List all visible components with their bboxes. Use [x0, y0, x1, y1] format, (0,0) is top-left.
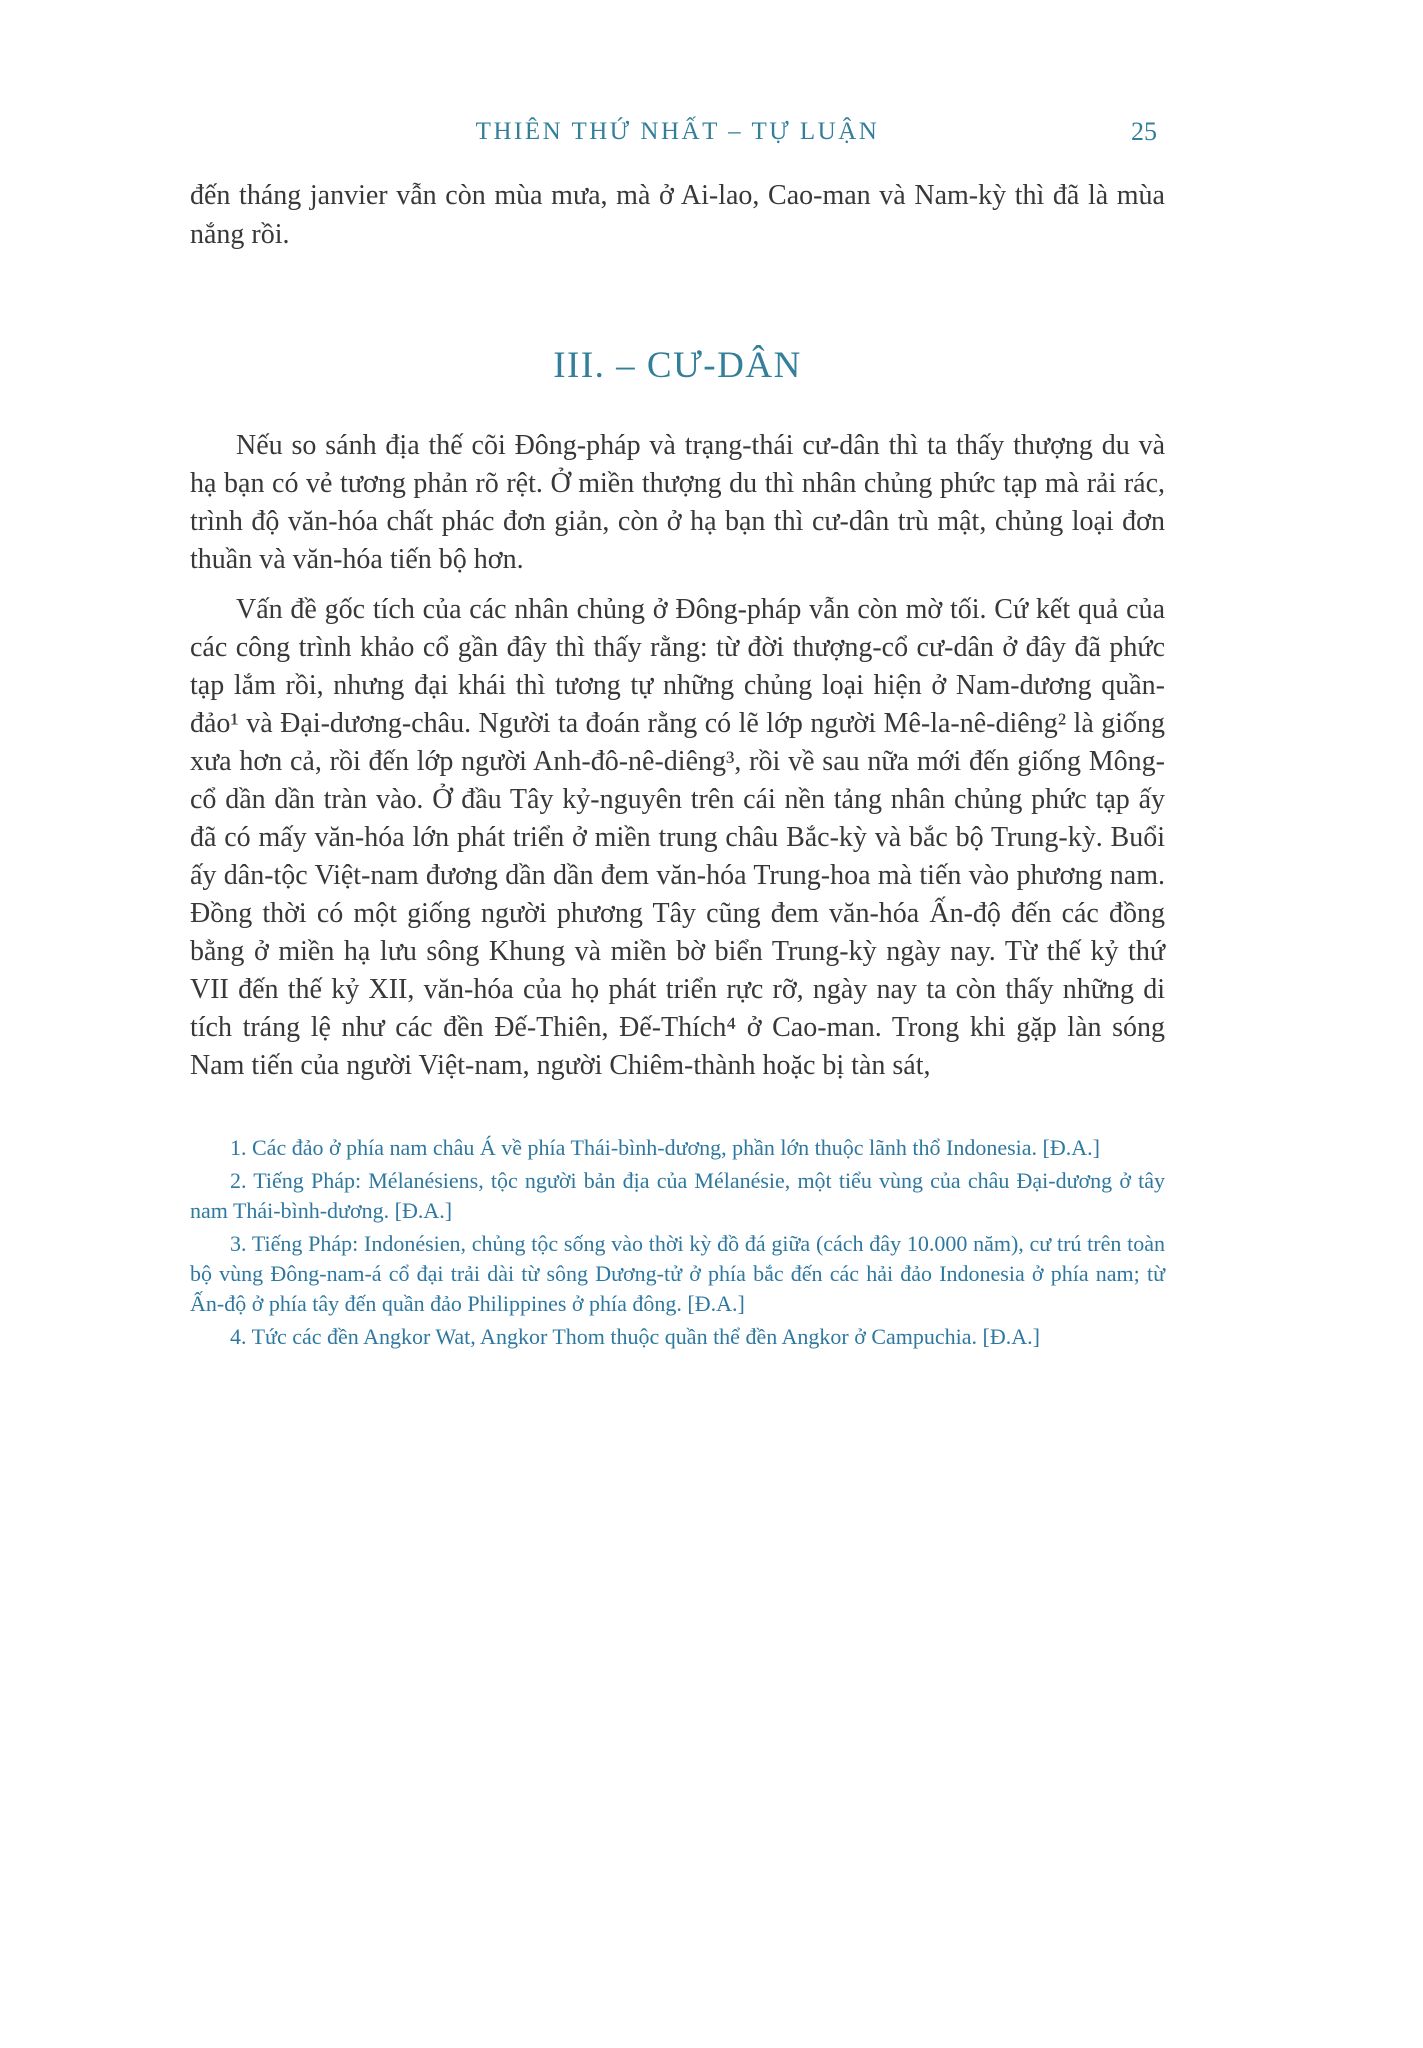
page-number: 25 [1131, 117, 1157, 146]
page-content [190, 0, 1165, 1352]
footnotes [190, 1133, 1165, 1352]
section-heading: III. – CƯ-DÂN [553, 345, 802, 386]
body-paragraph: Nếu so sánh địa thế cõi Đông-pháp và trạng-thái cư-dân thì ta thấy thượng du và hạ bạn có vẻ tương phản rõ rệt. Ở miền thượng du thì nhân chủng phức tạp mà rải rác, trình độ văn-hóa chất phác đơn giản, còn ở hạ bạn thì cư-dân trù mật, chủng loại đơn thuần và văn-hóa tiến bộ hơn. [190, 430, 1165, 575]
running-header-title: THIÊN THỨ NHẤT – TỰ LUẬN [475, 118, 880, 145]
continuation-paragraph: đến tháng janvier vẫn còn mùa mưa, mà ở Ai-lao, Cao-man và Nam-kỳ thì đã là mùa nắng rồi. [190, 180, 1165, 250]
footnote: 2. Tiếng Pháp: Mélanésiens, tộc người bản địa của Mélanésie, một tiểu vùng của châu Đại-dương ở tây nam Thái-bình-dương. [Đ.A.] [190, 1168, 1165, 1223]
footnote: 3. Tiếng Pháp: Indonésien, chủng tộc sống vào thời kỳ đồ đá giữa (cách đây 10.000 năm), cư trú trên toàn bộ vùng Đông-nam-á cổ đại trải dài từ sông Dương-tử ở phía bắc đến các hải đảo Indonesia ở phía nam; từ Ấn-độ ở phía tây đến quần đảo Philippines ở phía đông. [Đ.A.] [190, 1231, 1165, 1316]
footnote: 1. Các đảo ở phía nam châu Á về phía Thái-bình-dương, phần lớn thuộc lãnh thổ Indonesia. [Đ.A.] [230, 1135, 1100, 1160]
body-paragraph: Vấn đề gốc tích của các nhân chủng ở Đông-pháp vẫn còn mờ tối. Cứ kết quả của các công trình khảo cổ gần đây thì thấy rằng: từ đời thượng-cổ cư-dân ở đây đã phức tạp lắm rồi, nhưng đại khái thì tương tự những chủng loại hiện ở Nam-dương quần-đảo¹ và Đại-dương-châu. Người ta đoán rằng có lẽ lớp người Mê-la-nê-diêng² là giống xưa hơn cả, rồi đến lớp người Anh-đô-nê-diêng³, rồi về sau nữa mới đến giống Mông-cổ dần dần tràn vào. Ở đầu Tây kỷ-nguyên trên cái nền tảng nhân chủng phức tạp ấy đã có mấy văn-hóa lớn phát triển ở miền trung châu Bắc-kỳ và bắc bộ Trung-kỳ. Buổi ấy dân-tộc Việt-nam đương dần dần đem văn-hóa Trung-hoa mà tiến vào phương nam. Đồng thời có một giống người phương Tây cũng đem văn-hóa Ấn-độ đến các đồng bằng ở miền hạ lưu sông Khung và miền bờ biển Trung-kỳ ngày nay. Từ thế kỷ thứ VII đến thế kỷ XII, văn-hóa của họ phát triển rực rỡ, ngày nay ta còn thấy những di tích tráng lệ như các đền Đế-Thiên, Đế-Thích⁴ ở Cao-man. Trong khi gặp làn sóng Nam tiến của người Việt-nam, người Chiêm-thành hoặc bị tàn sát, [190, 594, 1165, 1081]
footnote: 4. Tức các đền Angkor Wat, Angkor Thom thuộc quần thể đền Angkor ở Campuchia. [Đ.A.] [230, 1324, 1040, 1349]
running-header [190, 118, 1165, 146]
